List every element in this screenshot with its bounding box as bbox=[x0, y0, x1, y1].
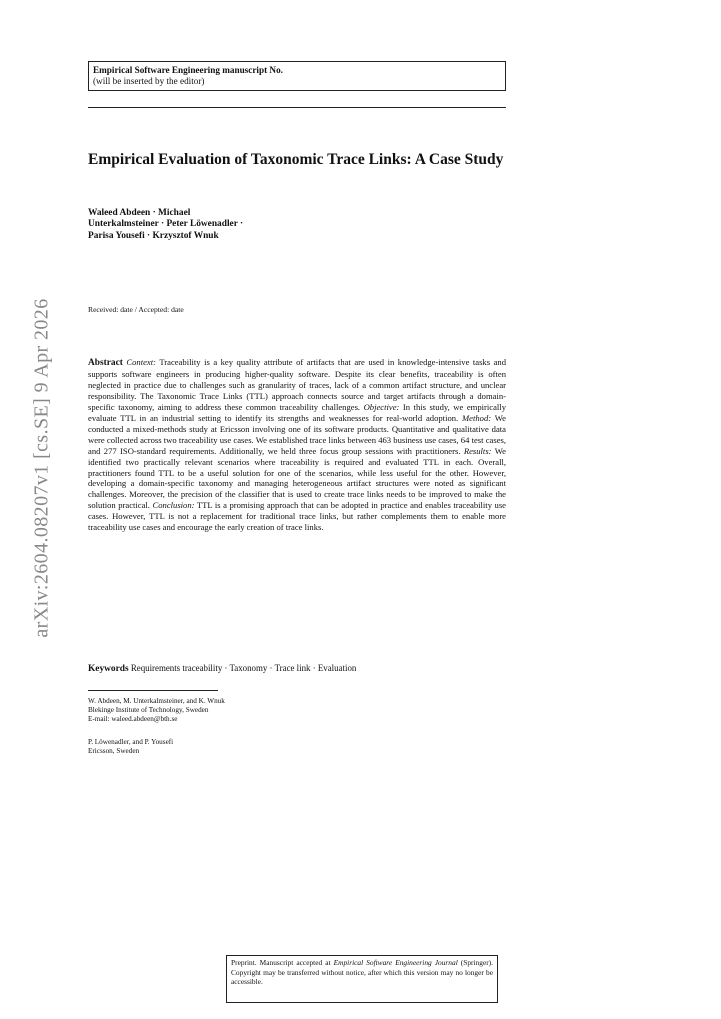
header-rule bbox=[88, 107, 506, 108]
abstract-heading: Abstract bbox=[88, 358, 123, 368]
author-line: Parisa Yousefi · Krzysztof Wnuk bbox=[88, 230, 219, 241]
conclusion-text: TTL is a promising approach that can be adopted in practice and enables traceability use cases. However, TTL is not a replacement for traditional trace links, but rather complements them to enable more traceability use cases and encourage the early creation of trace links. bbox=[88, 500, 506, 533]
journal-header-box bbox=[88, 61, 506, 91]
journal-title: Empirical Software Engineering manuscript No. bbox=[93, 65, 283, 75]
affiliation-institution: Ericsson, Sweden bbox=[88, 746, 140, 755]
abstract bbox=[88, 357, 506, 533]
objective-label: Objective: bbox=[363, 401, 400, 412]
results-text: We identified two practically relevant scenarios where traceability is required and evaluated TTL in each. Overall, practitioners found TTL to be a useful solution for one of the scenarios, while less useful for the other. However, developing a domain-specific taxonomy and managing heterogeneous artifact structures were noted as significant challenges. Moreover, the precision of the classifier that is used to create trace links needs to be improved to make the solution practical. bbox=[88, 445, 506, 511]
author-line: Unterkalmsteiner · Peter Löwenadler · bbox=[88, 219, 244, 230]
preprint-text: Preprint. Manuscript accepted at bbox=[231, 958, 334, 967]
affiliation-names: W. Abdeen, M. Unterkalmsteiner, and K. Wnuk bbox=[88, 697, 225, 705]
keywords bbox=[88, 663, 506, 674]
author-list bbox=[88, 208, 348, 242]
objective-text: In this study, we empirically evaluate TTL in an industrial setting to identify its strengths and weaknesses for real-world adoption. bbox=[88, 401, 506, 423]
author-line: Waleed Abdeen · Michael bbox=[88, 208, 191, 218]
preprint-journal: Empirical Software Engineering Journal bbox=[333, 958, 458, 967]
footnote-rule bbox=[88, 690, 218, 691]
method-label: Method: bbox=[462, 412, 492, 423]
paper-title: Empirical Evaluation of Taxonomic Trace Links: A Case Study bbox=[88, 151, 504, 168]
context-label: Context: bbox=[126, 357, 156, 367]
affiliation-email: E-mail: waleed.abdeen@bth.se bbox=[88, 714, 178, 723]
affiliation-names: P. Löwenadler, and P. Yousefi bbox=[88, 738, 174, 746]
journal-subtitle: (will be inserted by the editor) bbox=[93, 76, 205, 86]
received-date: Received: date / Accepted: date bbox=[88, 305, 184, 314]
affiliation-block bbox=[88, 697, 388, 723]
preprint-notice bbox=[226, 955, 498, 1003]
keywords-text: Requirements traceability · Taxonomy · Trace link · Evaluation bbox=[128, 663, 357, 673]
results-label: Results: bbox=[463, 445, 492, 456]
preprint-text: (Springer). Copyright may be transferred without notice, after which this version may no longer be accessible. bbox=[231, 958, 493, 987]
conclusion-label: Conclusion: bbox=[152, 500, 195, 511]
method-text: We conducted a mixed-methods study at Ericsson involving one of its software products. Quantitative and qualitative data were collected across two traceability use cases. We established trace links between 463 business use cases, 64 test cases, and 277 ISO-standard requirements. Additionally, we held three focus group sessions with practitioners. bbox=[88, 412, 506, 456]
affiliation-block bbox=[88, 738, 388, 756]
keywords-heading: Keywords bbox=[88, 664, 129, 674]
context-text: Traceability is a key quality attribute of artifacts that are used in knowledge-intensive tasks and supports software engineers in producing higher-quality software. Despite its clear benefits, traceability is often neglected in practice due to challenges such as granularity of traces, lack of a common artifact structure, and unclear responsibility. The Taxonomic Trace Links (TTL) approach connects source and target artifacts through a domain-specific taxonomy, aiming to address these common traceability challenges. bbox=[88, 357, 506, 412]
affiliation-institution: Blekinge Institute of Technology, Sweden bbox=[88, 705, 209, 714]
arxiv-identifier: arXiv:2604.08207v1 [cs.SE] 9 Apr 2026 bbox=[30, 298, 53, 638]
